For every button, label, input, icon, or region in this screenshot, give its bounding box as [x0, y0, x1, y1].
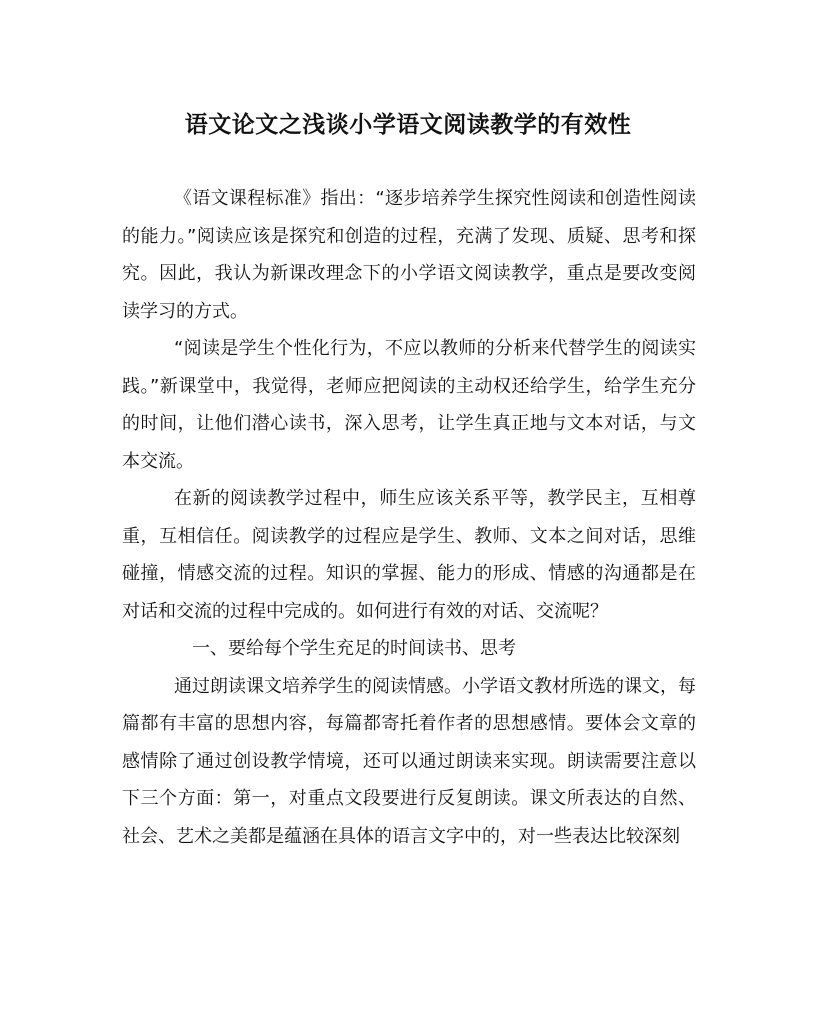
- section-heading: 一、要给每个学生充足的时间读书、思考: [192, 638, 516, 659]
- paragraph: 在新的阅读教学过程中，师生应该关系平等，教学民主，互相尊重，互相信任。阅读教学的过程应是学生、教师、文本之间对话，思维碰撞，情感交流的过程。知识的掌握、能力的形成、情感的沟通都是在对话和交流的过程中完成的。如何进行有效的对话、交流呢？: [122, 488, 696, 622]
- document-title: 语文论文之浅谈小学语文阅读教学的有效性: [184, 111, 632, 138]
- document-body: [122, 180, 696, 855]
- paragraph: “阅读是学生个性化行为，不应以教师的分析来代替学生的阅读实践。”新课堂中，我觉得，老师应把阅读的主动权还给学生，给学生充分的时间，让他们潜心读书，深入思考，让学生真正地与文本对话，与文本交流。: [122, 338, 696, 472]
- paragraph: 《语文课程标准》指出：“逐步培养学生探究性阅读和创造性阅读的能力。”阅读应该是探究和创造的过程，充满了发现、质疑、思考和探究。因此，我认为新课改理念下的小学语文阅读教学，重点是要改变阅读学习的方式。: [122, 188, 696, 322]
- paragraph: 通过朗读课文培养学生的阅读情感。小学语文教材所选的课文，每篇都有丰富的思想内容，每篇都寄托着作者的思想感情。要体会文章的感情除了通过创设教学情境，还可以通过朗读来实现。朗读需要注意以下三个方面：第一，对重点文段要进行反复朗读。课文所表达的自然、社会、艺术之美都是蕴涵在具体的语言文字中的，对一些表达比较深刻: [122, 675, 696, 847]
